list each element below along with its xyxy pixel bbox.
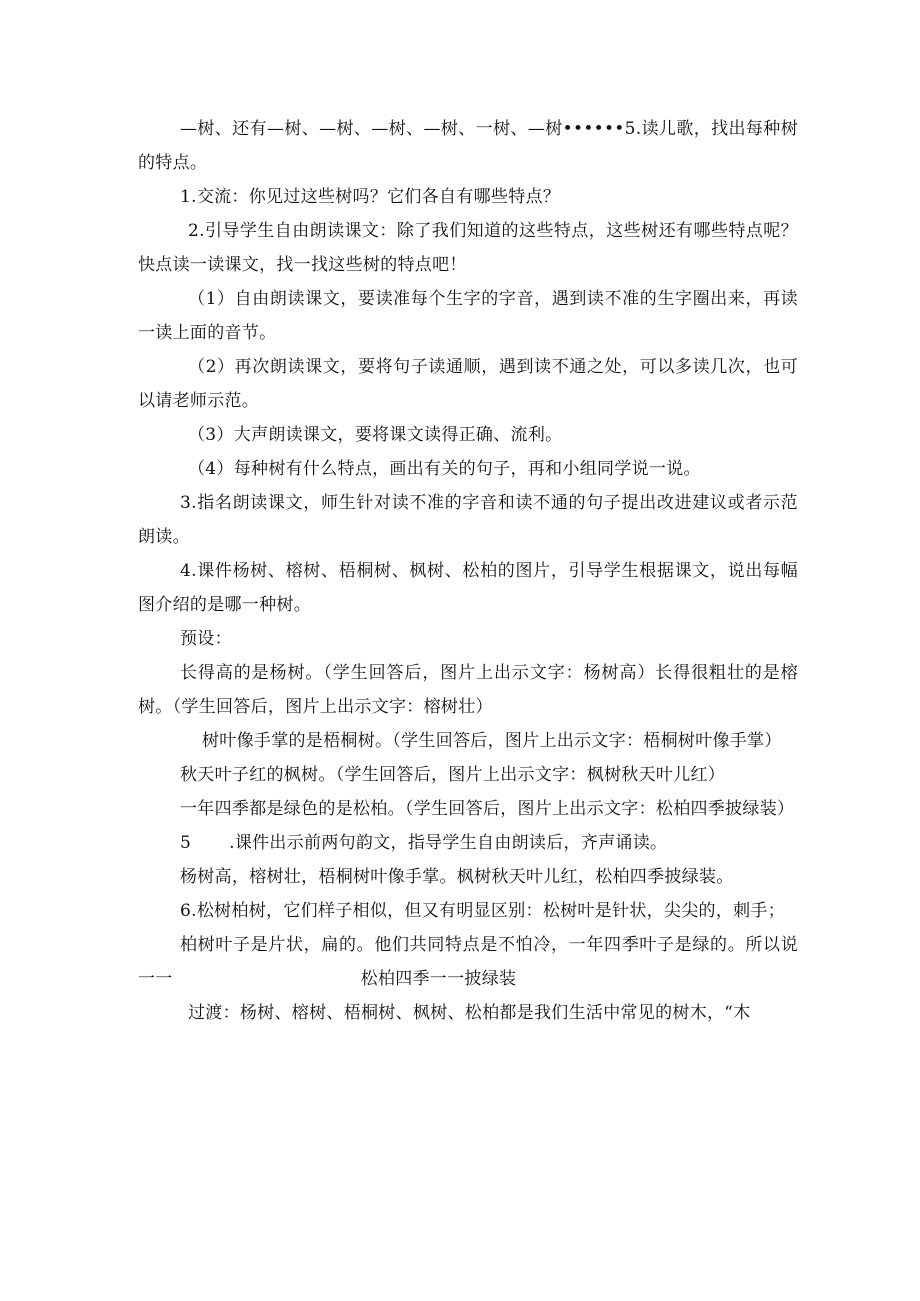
paragraph [138, 928, 798, 996]
paragraph: 过渡：杨树、榕树、梧桐树、枫树、松柏都是我们生活中常见的树木，“木 [188, 1003, 751, 1023]
paragraph: 杨树高，榕树壮，梧桐树叶像手掌。枫树秋天叶儿红，松柏四季披绿装。 [180, 867, 734, 887]
paragraph-text: .课件出示前两句韵文，指导学生自由朗读后，齐声诵读。 [229, 833, 668, 853]
paragraph: 3.指名朗读课文，师生针对读不准的字音和读不通的句子提出改进建议或者示范朗读。 [138, 493, 798, 547]
document-body [138, 112, 798, 1030]
paragraph [138, 826, 798, 860]
paragraph: （4）每种树有什么特点，画出有关的句子，再和小组同学说一说。 [188, 459, 701, 479]
paragraph: 2.引导学生自由朗读课文：除了我们知道的这些特点，这些树还有哪些特点呢？快点读一读课文，找一找这些树的特点吧！ [138, 221, 798, 275]
paragraph: 长得高的是杨树。（学生回答后，图片上出示文字：杨树高）长得很粗壮的是榕树。（学生回答后，图片上出示文字：榕树壮） [138, 663, 798, 717]
paragraph-text: 柏树叶子是片状，扁的。他们共同特点是不怕冷，一年四季叶子是绿的。所以说一一 [138, 935, 798, 989]
paragraph: （3）大声朗读课文，要将课文读得正确、流利。 [188, 425, 563, 445]
paragraph: 4.课件杨树、榕树、梧桐树、枫树、松柏的图片，引导学生根据课文，说出每幅图介绍的是哪一种树。 [138, 561, 798, 615]
paragraph: 6.松树柏树，它们样子相似，但又有明显区别：松树叶是针状，尖尖的，刺手； [180, 901, 786, 921]
paragraph: 一年四季都是绿色的是松柏。（学生回答后，图片上出示文字：松柏四季披绿装） [180, 799, 795, 819]
paragraph: （2）再次朗读课文，要将句子读通顺，遇到读不通之处，可以多读几次，也可以请老师示范。 [138, 357, 798, 411]
paragraph: 树叶像手掌的是梧桐树。（学生回答后，图片上出示文字：梧桐树叶像手掌） [202, 731, 782, 751]
paragraph-text: 松柏四季一一披绿装 [360, 969, 517, 989]
paragraph: —树、还有—树、—树、—树、—树、一树、—树••••••5.读儿歌，找出每种树的特点。 [138, 119, 798, 173]
paragraph: 秋天叶子红的枫树。（学生回答后，图片上出示文字：枫树秋天叶儿红） [180, 765, 726, 785]
paragraph: 1.交流：你见过这些树吗？它们各自有哪些特点？ [180, 187, 561, 207]
list-number: 5 [180, 833, 192, 853]
paragraph: （1）自由朗读课文，要读准每个生字的字音，遇到读不准的生字圈出来，再读一读上面的音节。 [138, 289, 798, 343]
paragraph: 预设： [180, 629, 232, 649]
